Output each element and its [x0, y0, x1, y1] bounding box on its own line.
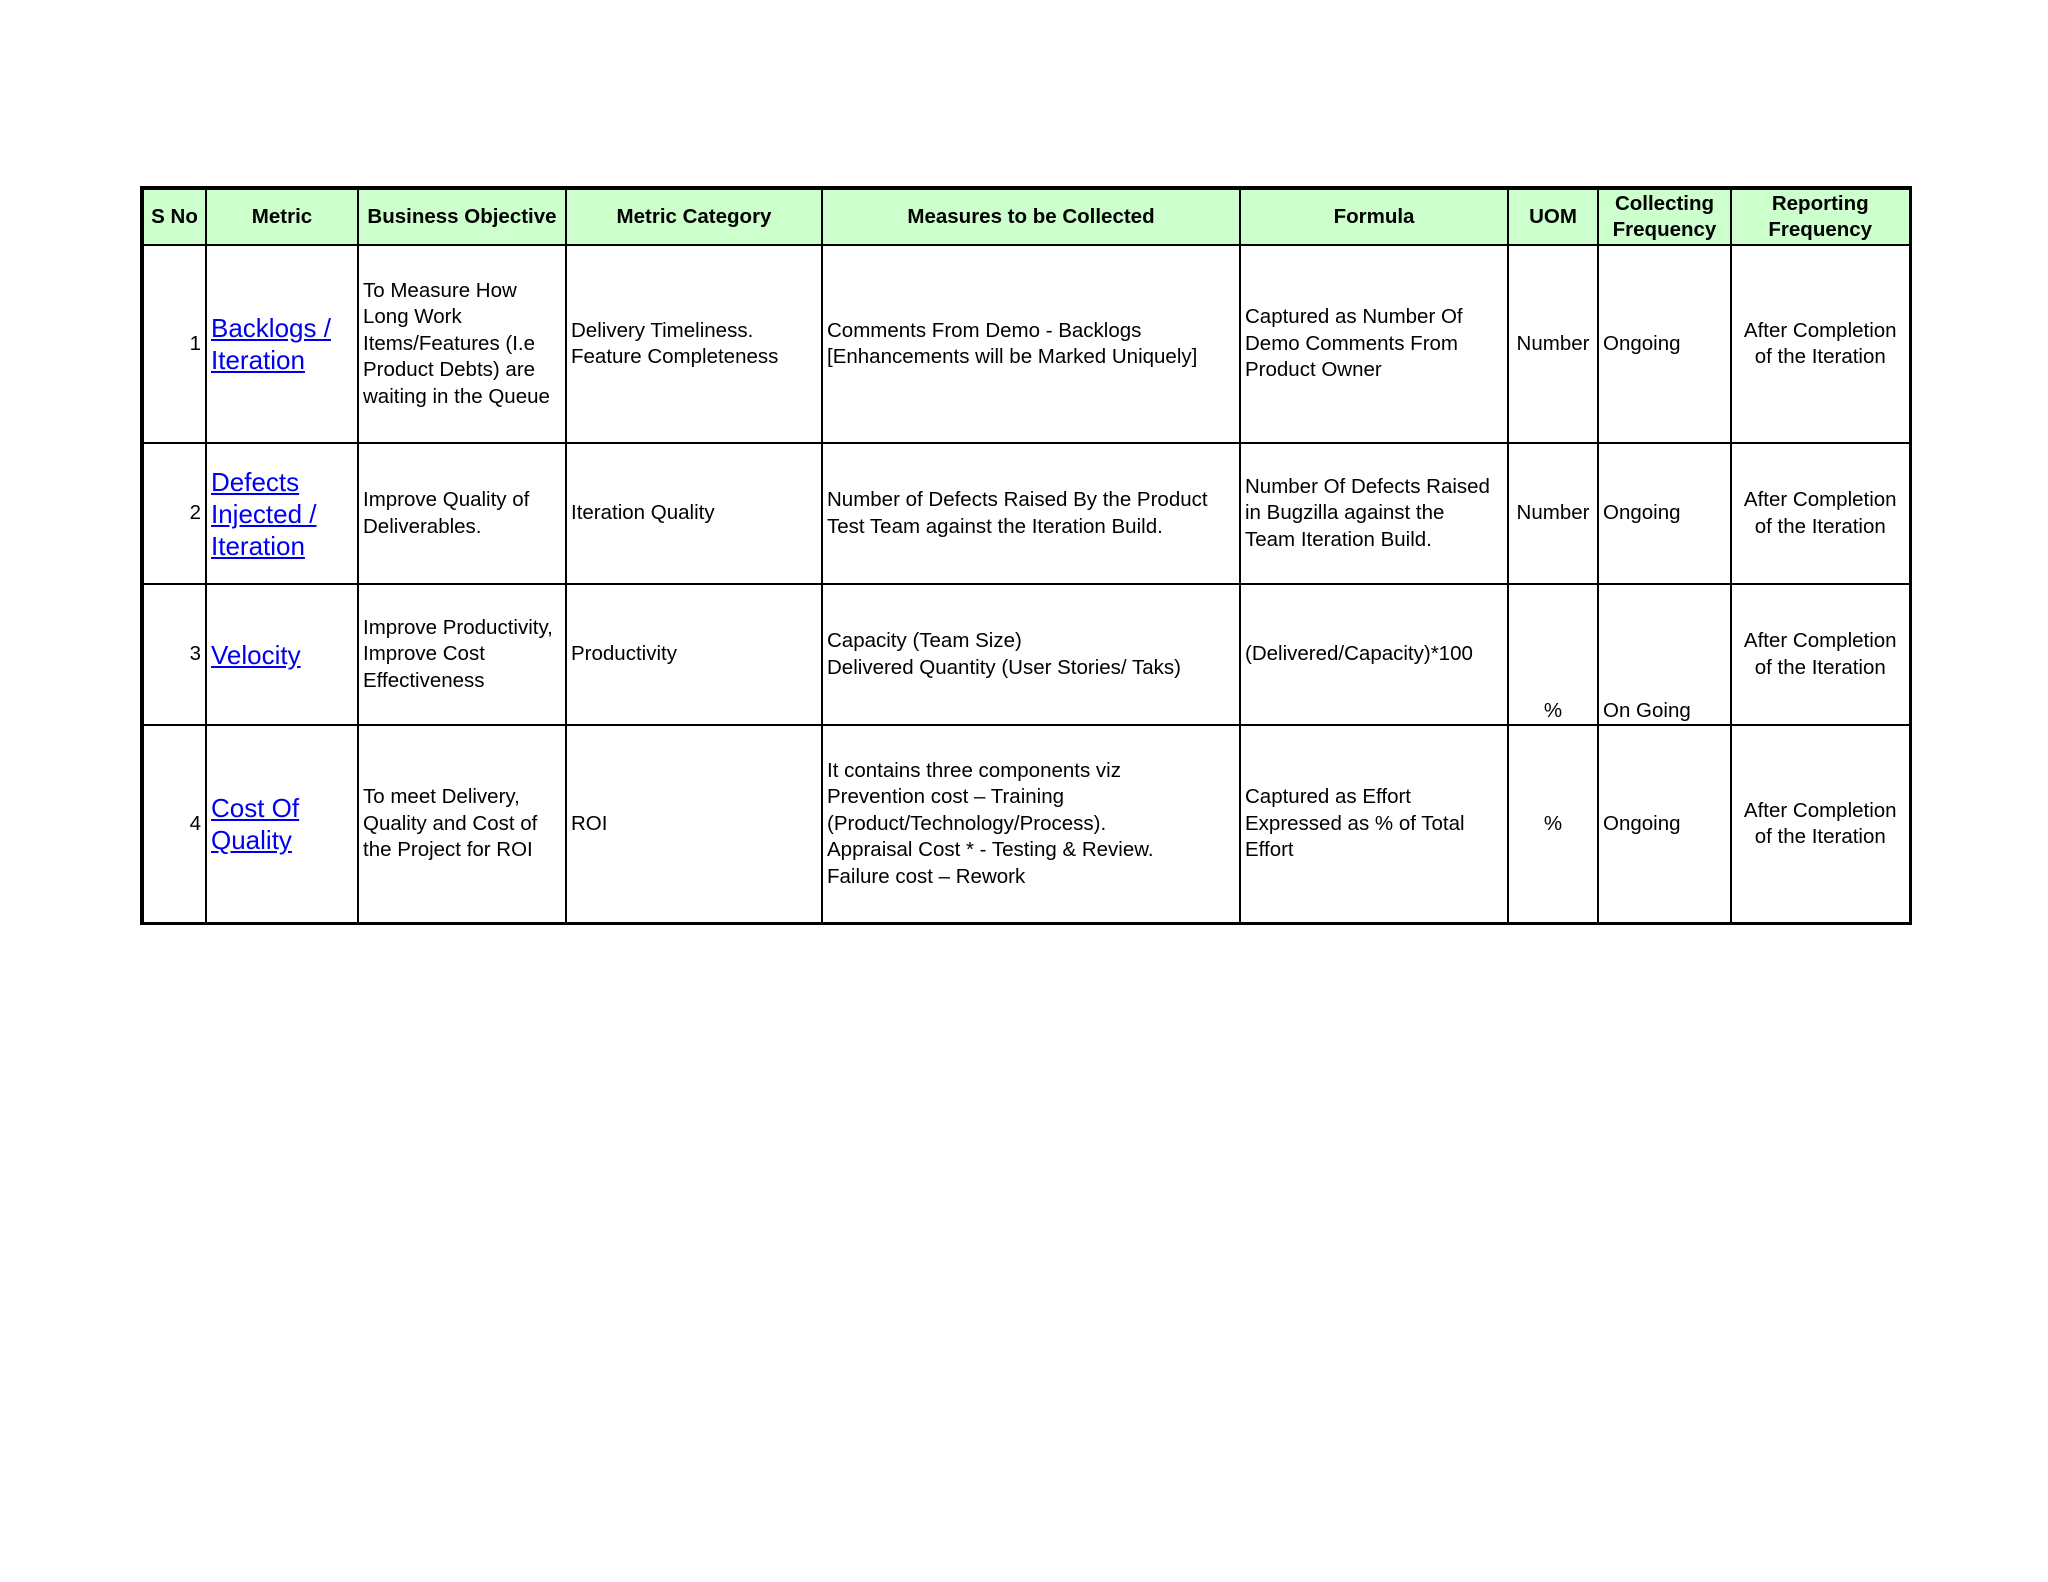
uom-cell: % [1508, 725, 1598, 924]
formula-cell [1240, 584, 1508, 725]
cell-line: Iteration Quality [571, 501, 715, 525]
sno-cell: 2 [142, 443, 206, 584]
header-metric-category: Metric Category [566, 188, 822, 245]
cell-line: After Completion [1743, 629, 1897, 652]
cell-line: Product Debts) are [363, 358, 536, 382]
collecting-frequency-cell: Ongoing [1598, 443, 1731, 584]
uom-cell: Number [1508, 245, 1598, 443]
cell-line: the Project for ROI [363, 838, 533, 862]
cell-line: Test Team against the Iteration Build. [827, 514, 1163, 538]
table-row [142, 725, 1910, 924]
cell-line: (Product/Technology/Process). [827, 811, 1107, 835]
cell-line: Number of Defects Raised By the Product [827, 488, 1208, 511]
metric-link-backlogs-iteration[interactable] [211, 312, 353, 376]
cell-line: Feature Completeness [571, 345, 779, 368]
cell-line: Capacity (Team Size) [827, 629, 1022, 652]
metrics-table [140, 186, 1912, 925]
cell-line: Deliverables. [363, 514, 482, 538]
cell-line: After Completion [1743, 318, 1897, 342]
metric-category-cell [566, 725, 822, 924]
header-formula: Formula [1240, 188, 1508, 245]
cell-line: Appraisal Cost * - Testing & Review. [827, 838, 1154, 862]
metric-link-line: Backlogs / [211, 313, 331, 343]
metric-cell [206, 443, 358, 584]
cell-line: Long Work [363, 305, 462, 329]
metric-link-line: Iteration [211, 530, 305, 561]
header-reporting-frequency [1731, 188, 1910, 245]
cell-line: Demo Comments From [1245, 331, 1459, 355]
metric-link-line: Cost Of [211, 793, 300, 823]
sno-cell: 4 [142, 725, 206, 924]
cell-line: After Completion [1743, 798, 1897, 822]
reporting-frequency-cell [1731, 245, 1910, 443]
cell-line: Comments From Demo - Backlogs [827, 318, 1142, 342]
cell-line: waiting in the Queue [363, 384, 550, 408]
measures-cell [822, 443, 1240, 584]
metric-link-cost-of-quality[interactable] [211, 792, 353, 856]
collecting-frequency-cell: On Going [1598, 584, 1731, 725]
cell-line: Product Owner [1245, 358, 1382, 382]
cell-line: of the Iteration [1754, 514, 1886, 538]
header-metric: Metric [206, 188, 358, 245]
header-line: Frequency [1612, 218, 1717, 241]
metric-link-line: Iteration [211, 345, 305, 375]
measures-cell [822, 245, 1240, 443]
metric-link-line: Velocity [211, 639, 301, 670]
cell-line: Captured as Effort [1245, 785, 1411, 809]
uom-cell: % [1508, 584, 1598, 725]
cell-line: It contains three components viz [827, 758, 1121, 782]
metric-category-cell [566, 584, 822, 725]
reporting-frequency-cell [1731, 584, 1910, 725]
collecting-frequency-cell: Ongoing [1598, 725, 1731, 924]
cell-line: [Enhancements will be Marked Uniquely] [827, 345, 1198, 368]
header-line: Collecting [1614, 192, 1715, 215]
metric-link-velocity[interactable] [211, 639, 353, 671]
header-line: Frequency [1768, 218, 1873, 241]
header-measures: Measures to be Collected [822, 188, 1240, 245]
cell-line: Number Of Defects Raised [1245, 474, 1490, 498]
metric-link-line: Quality [211, 825, 292, 855]
cell-line: Prevention cost – Training [827, 785, 1065, 809]
business-objective-cell [358, 725, 566, 924]
table-row [142, 584, 1910, 725]
cell-line: Improve Quality of [363, 488, 530, 511]
cell-line: of the Iteration [1754, 655, 1886, 679]
sno-cell: 3 [142, 584, 206, 725]
cell-line: Delivery Timeliness. [571, 318, 754, 342]
cell-line: Items/Features (I.e [363, 331, 536, 355]
cell-line: Captured as Number Of [1245, 305, 1463, 329]
business-objective-cell [358, 584, 566, 725]
table-row [142, 443, 1910, 584]
formula-cell [1240, 443, 1508, 584]
cell-line: ROI [571, 811, 608, 835]
cell-line: To meet Delivery, [363, 785, 520, 809]
cell-line: Team Iteration Build. [1245, 527, 1432, 551]
header-uom: UOM [1508, 188, 1598, 245]
cell-line: of the Iteration [1754, 825, 1886, 848]
cell-line: Effort [1245, 838, 1294, 862]
cell-line: (Delivered/Capacity)*100 [1245, 642, 1473, 666]
metric-cell [206, 584, 358, 725]
business-objective-cell [358, 245, 566, 443]
cell-line: Delivered Quantity (User Stories/ Taks) [827, 655, 1181, 679]
collecting-frequency-cell: Ongoing [1598, 245, 1731, 443]
reporting-frequency-cell [1731, 443, 1910, 584]
cell-line: Productivity [571, 642, 677, 666]
metric-category-cell [566, 245, 822, 443]
table-row [142, 245, 1910, 443]
metric-cell [206, 245, 358, 443]
sno-cell: 1 [142, 245, 206, 443]
uom-cell: Number [1508, 443, 1598, 584]
cell-line: Improve Cost [363, 642, 485, 666]
cell-line: After Completion [1743, 488, 1897, 511]
metric-link-line: Defects [211, 466, 300, 497]
cell-line: in Bugzilla against the [1245, 501, 1445, 525]
metric-link-defects-injected-iteration[interactable] [211, 466, 353, 562]
cell-line: Failure cost – Rework [827, 864, 1026, 888]
metric-category-cell [566, 443, 822, 584]
cell-line: Expressed as % of Total [1245, 811, 1465, 835]
business-objective-cell [358, 443, 566, 584]
measures-cell [822, 725, 1240, 924]
reporting-frequency-cell [1731, 725, 1910, 924]
metric-cell [206, 725, 358, 924]
metric-link-line: Injected / [211, 498, 317, 529]
formula-cell [1240, 245, 1508, 443]
header-row [142, 188, 1910, 245]
formula-cell [1240, 725, 1508, 924]
header-business-objective: Business Objective [358, 188, 566, 245]
measures-cell [822, 584, 1240, 725]
cell-line: of the Iteration [1754, 345, 1886, 368]
cell-line: Quality and Cost of [363, 811, 538, 835]
header-line: Reporting [1771, 192, 1869, 215]
cell-line: Effectiveness [363, 668, 485, 692]
cell-line: Improve Productivity, [363, 615, 553, 639]
header-collecting-frequency [1598, 188, 1731, 245]
header-sno: S No [142, 188, 206, 245]
cell-line: To Measure How [363, 278, 517, 302]
